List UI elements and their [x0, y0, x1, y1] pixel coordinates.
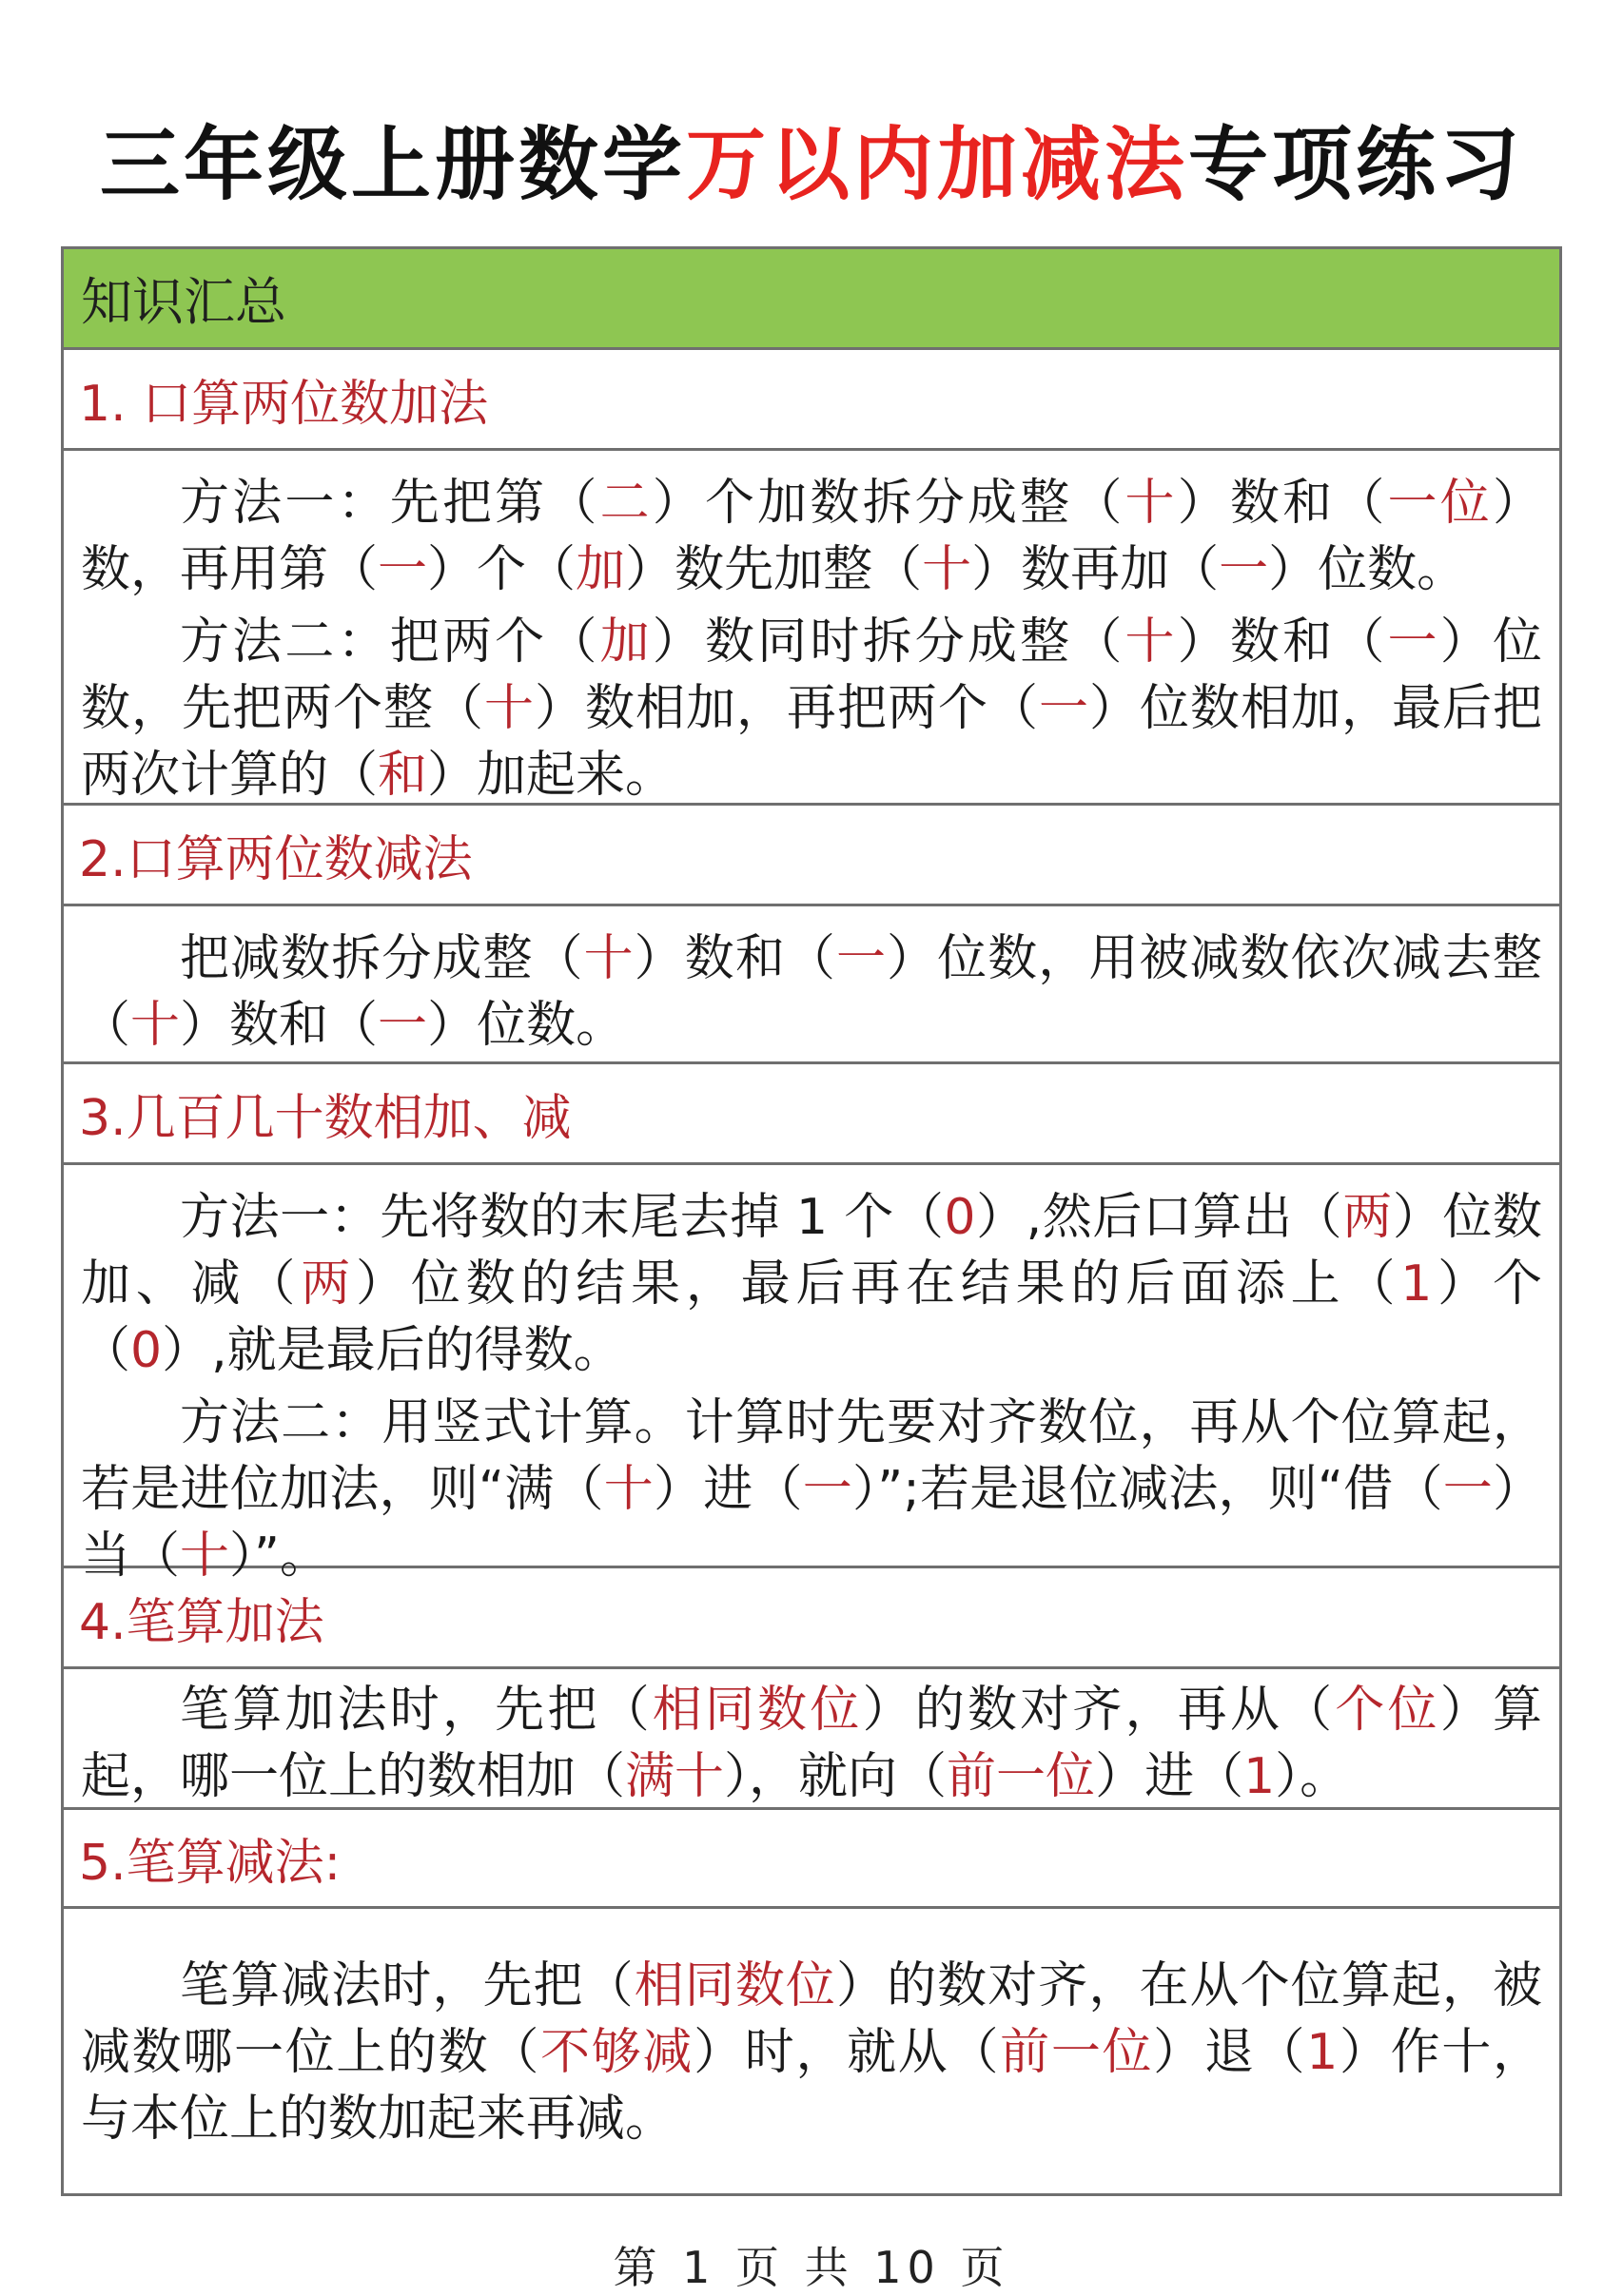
answer-text: 十 — [583, 930, 635, 987]
paragraph-text: ）”。 — [229, 1527, 329, 1585]
answer-text: 一 — [1038, 680, 1089, 737]
section-paragraph — [81, 1677, 1542, 1810]
paragraph-text: 方法一：先把第（ — [180, 475, 600, 532]
paragraph-text: ）时，就从（ — [694, 2024, 1001, 2081]
answer-text: 1 — [1400, 1255, 1433, 1313]
section-heading: 3.几百几十数相加、减 — [64, 1064, 1559, 1165]
title-prefix: 三年级上册数学 — [99, 118, 686, 211]
table-header-bar: 知识汇总 — [64, 249, 1559, 350]
paragraph-text: ）数再加（ — [971, 541, 1220, 598]
section-body — [64, 451, 1559, 806]
answer-text: 一 — [1442, 1461, 1493, 1518]
answer-text: 一 — [802, 1461, 853, 1518]
answer-text: 二 — [599, 475, 653, 532]
paragraph-text: ）个（ — [81, 1255, 1542, 1379]
answer-text: 一 — [835, 930, 888, 987]
paragraph-text: ）,然后口算出（ — [975, 1189, 1343, 1246]
paragraph-text: 方法一：先将数的末尾去掉 1 个（ — [180, 1189, 945, 1246]
paragraph-text: ）退（ — [1153, 2024, 1307, 2081]
answer-text: 一 — [378, 541, 428, 598]
paragraph-text: ）算起，哪一位上的数相加（ — [81, 1682, 1542, 1805]
paragraph-text: ）,就是最后的得数。 — [162, 1322, 623, 1379]
paragraph-text: ）数和（ — [634, 930, 836, 987]
title-suffix: 专项练习 — [1188, 118, 1524, 211]
paragraph-text: ）作十，与本位上的数加起来再减。 — [81, 2024, 1542, 2148]
paragraph-text: ）位数的结果，最后再在结果的后面添上（ — [356, 1255, 1401, 1313]
paragraph-text: ），就向（ — [724, 1748, 948, 1805]
paragraph-text: ）的数对齐，再从（ — [862, 1682, 1336, 1739]
answer-text: 满十 — [625, 1748, 725, 1805]
knowledge-table — [61, 246, 1562, 2196]
paragraph-text: ）位数加、减（ — [81, 1189, 1542, 1313]
answer-text: 一 — [1387, 613, 1440, 671]
section-paragraph — [81, 609, 1542, 808]
paragraph-text: ）进（ — [1095, 1748, 1244, 1805]
answer-text: 0 — [130, 1322, 163, 1379]
answer-text: 加 — [576, 541, 626, 598]
paragraph-text: ）。 — [1275, 1748, 1350, 1805]
answer-text: 和 — [378, 747, 428, 804]
section-paragraph — [81, 1953, 1542, 2152]
page-footer: 第 1 页 共 10 页 — [613, 2242, 1010, 2293]
section-paragraph — [81, 1390, 1542, 1589]
answer-text: 十 — [603, 1461, 654, 1518]
answer-text: 不够减 — [540, 2024, 694, 2081]
paragraph-text: ）”;若是退位减法，则“借（ — [852, 1461, 1443, 1518]
paragraph-text: ）位数，用被减数依次减去整（ — [81, 930, 1542, 1054]
answer-text: 十 — [483, 680, 535, 737]
section-body — [64, 1165, 1559, 1585]
paragraph-text: ）个加数拆分成整（ — [652, 475, 1125, 532]
answer-text: 十 — [130, 997, 181, 1054]
paragraph-text: ）数先加整（ — [625, 541, 923, 598]
paragraph-text: ）位数相加，最后把两次计算的（ — [81, 680, 1542, 804]
paragraph-text: 方法二：用竖式计算。计算时先要对齐数位，再从个位算起，若是进位加法，则“满（ — [81, 1394, 1542, 1518]
paragraph-text: ）数和（ — [180, 997, 379, 1054]
section-paragraph — [81, 470, 1542, 603]
section-heading: 4.笔算加法 — [64, 1568, 1559, 1669]
paragraph-text: ）个（ — [427, 541, 577, 598]
paragraph-text: ）数和（ — [1177, 613, 1388, 671]
section-body — [64, 1669, 1559, 1810]
paragraph-text: ）进（ — [653, 1461, 803, 1518]
section-body — [64, 906, 1559, 1064]
paragraph-text: ）数，再用第（ — [81, 475, 1542, 598]
answer-text: 十 — [1124, 613, 1178, 671]
paragraph-text: 方法二：把两个（ — [180, 613, 600, 671]
section-heading: 5.笔算减法: — [64, 1810, 1559, 1909]
section-paragraph — [81, 1184, 1542, 1384]
section-heading: 1. 口算两位数加法 — [64, 350, 1559, 451]
answer-text: 两 — [301, 1255, 357, 1313]
answer-text: 十 — [180, 1527, 230, 1585]
answer-text: 个位 — [1335, 1682, 1440, 1739]
answer-text: 相同数位 — [652, 1682, 863, 1739]
paragraph-text: 把减数拆分成整（ — [180, 930, 584, 987]
paragraph-text: ）加起来。 — [427, 747, 675, 804]
answer-text: 一 — [1219, 541, 1269, 598]
answer-text: 两 — [1342, 1189, 1393, 1246]
answer-text: 一位 — [1387, 475, 1493, 532]
paragraph-text: 笔算减法时，先把（ — [180, 1957, 635, 2014]
answer-text: 1 — [1243, 1748, 1276, 1805]
answer-text: 十 — [922, 541, 972, 598]
paragraph-text: ）数同时拆分成整（ — [652, 613, 1125, 671]
answer-text: 前一位 — [947, 1748, 1096, 1805]
answer-text: 前一位 — [1000, 2024, 1154, 2081]
page-title — [0, 112, 1623, 217]
paragraph-text: ）位数。 — [1268, 541, 1467, 598]
paragraph-text: ）当（ — [81, 1461, 1542, 1585]
paragraph-text: ）数和（ — [1177, 475, 1388, 532]
paragraph-text: ）的数对齐，在从个位算起，被减数哪一位上的数（ — [81, 1957, 1542, 2081]
answer-text: 十 — [1124, 475, 1178, 532]
paragraph-text: ）位数，先把两个整（ — [81, 613, 1542, 737]
paragraph-text: 笔算加法时，先把（ — [180, 1682, 653, 1739]
answer-text: 1 — [1306, 2024, 1339, 2081]
answer-text: 相同数位 — [634, 1957, 836, 2014]
paragraph-text: ）位数。 — [427, 997, 626, 1054]
section-heading: 2.口算两位数减法 — [64, 806, 1559, 906]
answer-text: 一 — [378, 997, 428, 1054]
answer-text: 0 — [944, 1189, 976, 1246]
answer-text: 加 — [599, 613, 653, 671]
section-body — [64, 1909, 1559, 2193]
title-highlight: 万以内加减法 — [685, 118, 1188, 211]
section-paragraph — [81, 925, 1542, 1059]
paragraph-text: ）数相加，再把两个（ — [534, 680, 1039, 737]
